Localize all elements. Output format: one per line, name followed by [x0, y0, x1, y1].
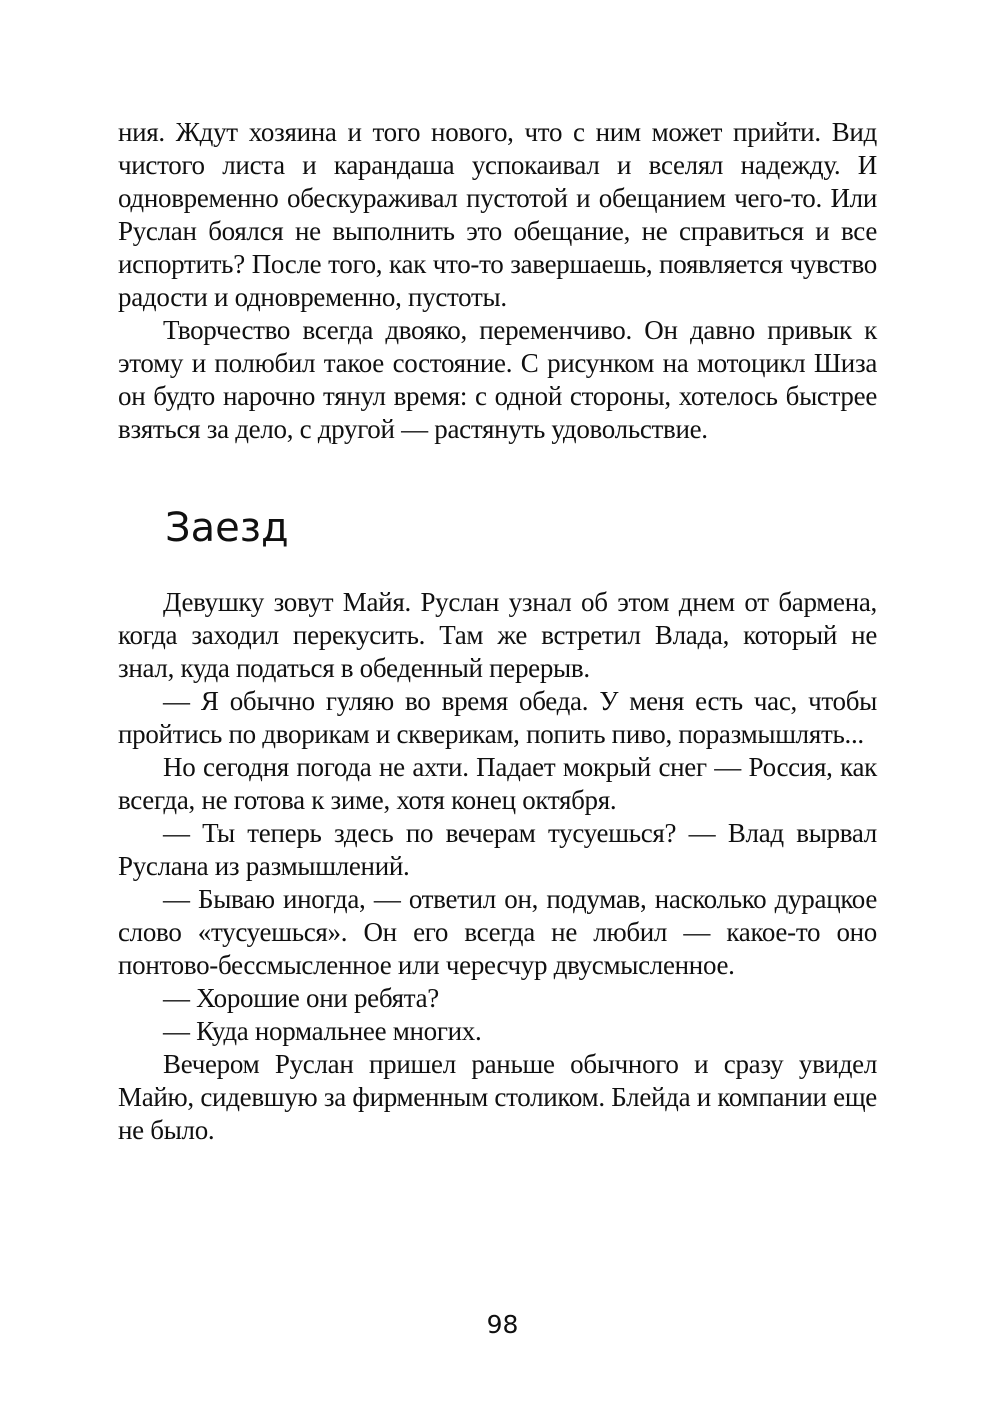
paragraph: Но сегодня погода не ахти. Падает мокрый снег — Россия, как всегда, не готова к зиме, хотя конец октября. — [118, 752, 877, 815]
paragraph-continuation: ния. Ждут хозяина и того нового, что с ним может прийти. Вид чистого листа и карандаша успокаивал и вселял надежду. И одновременно обескураживал пустотой и обещанием чего-то. Или Руслан боялся не выполнить это обещание, не справиться и все испортить? После того, как что-то завершаешь, появляется чувство радости и одновременно, пустоты. — [118, 117, 877, 312]
page-number: 98 — [486, 1310, 519, 1339]
paragraph: Девушку зовут Майя. Руслан узнал об этом днем от бармена, когда заходил перекусить. Там же встретил Влада, который не знал, куда податься в обеденный перерыв. — [118, 587, 877, 683]
dialogue-line: — Хорошие они ребята? — [163, 983, 439, 1013]
dialogue-line: — Ты теперь здесь по вечерам тусуешься? — Влад вырвал Руслана из размышлений. — [118, 818, 877, 881]
dialogue-line: — Бываю иногда, — ответил он, подумав, насколько дурацкое слово «тусуешься». Он его всегда не любил — какое-то оно понтово-бессмысленное или чересчур двусмысленное. — [118, 884, 877, 980]
paragraph: Вечером Руслан пришел раньше обычного и сразу увидел Майю, сидевшую за фирменным столиком. Блейда и компании еще не было. — [118, 1049, 877, 1145]
dialogue-line: — Я обычно гуляю во время обеда. У меня есть час, чтобы пройтись по дворикам и скверикам, попить пиво, поразмышлять... — [118, 686, 877, 749]
dialogue-line: — Куда нормальнее многих. — [163, 1016, 482, 1046]
paragraph: Творчество всегда двояко, переменчиво. Он давно привык к этому и полюбил такое состояние. С рисунком на мотоцикл Шиза он будто нарочно тянул время: с одной стороны, хотелось быстрее взяться за дело, с другой — растянуть удовольствие. — [118, 315, 877, 444]
chapter-heading: Заезд — [165, 505, 289, 551]
text-column — [118, 116, 877, 1147]
